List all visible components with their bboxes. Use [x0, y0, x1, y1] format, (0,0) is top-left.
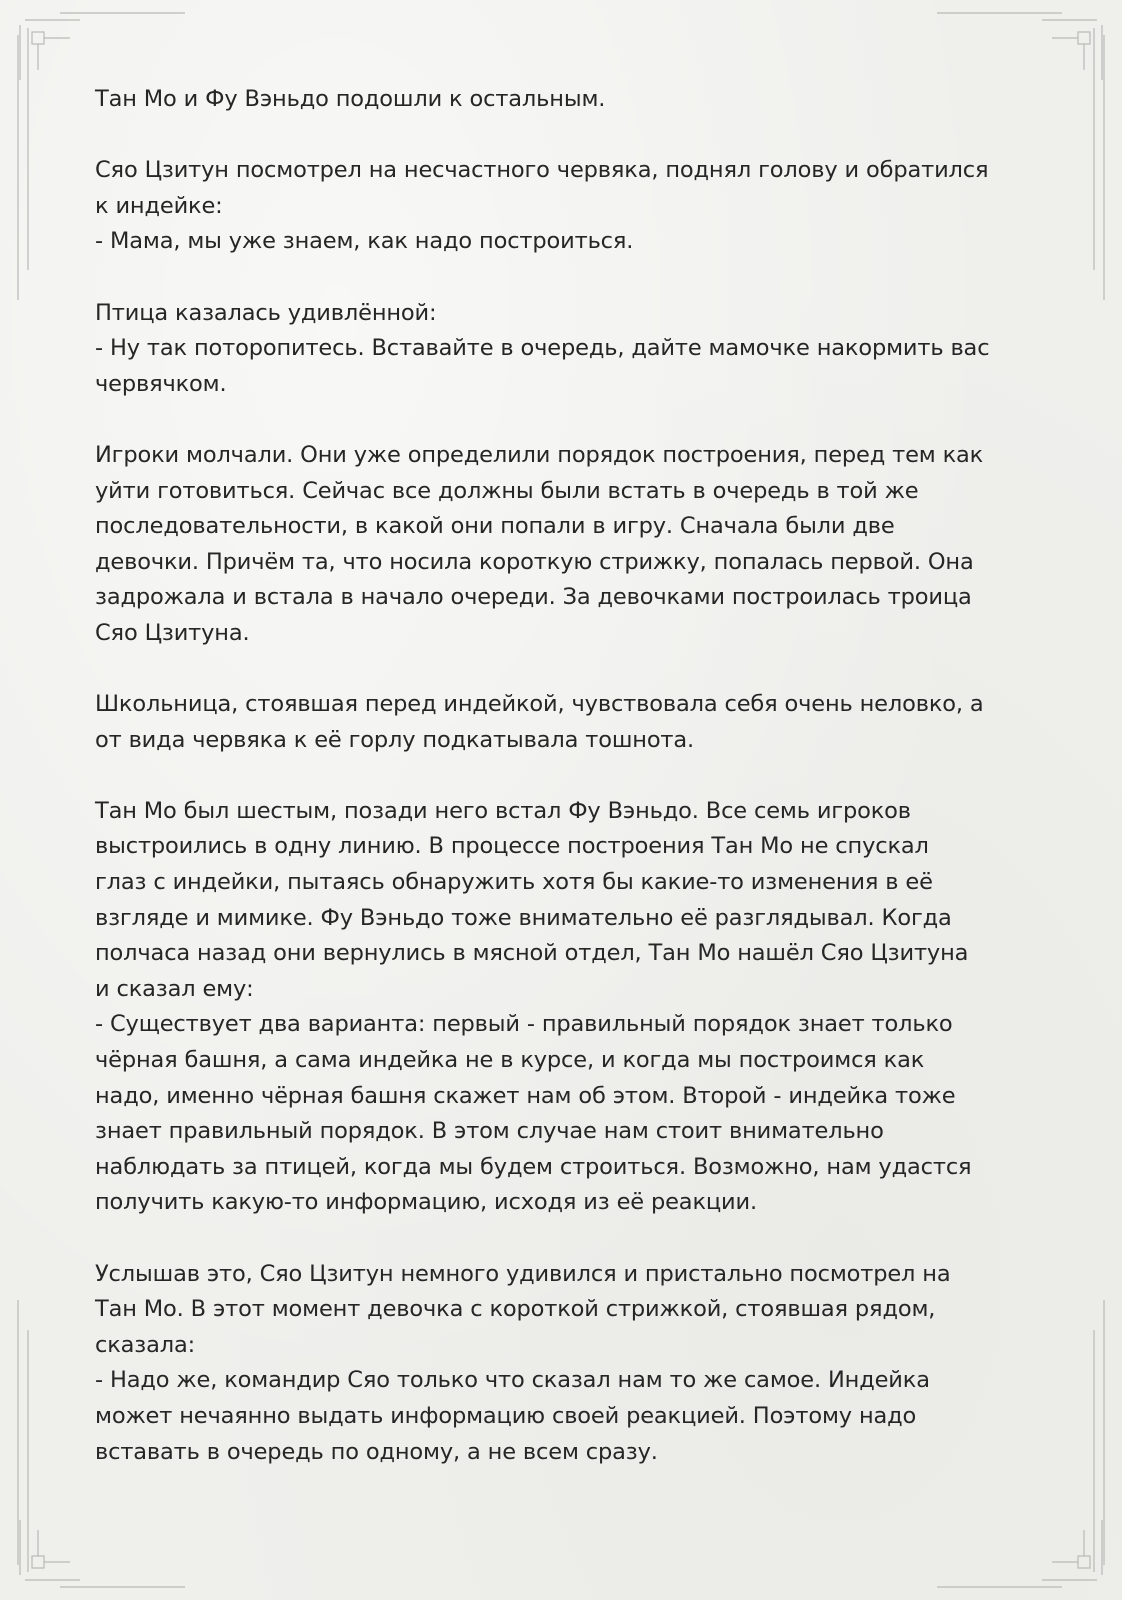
- paragraph: [95, 153, 1035, 260]
- text-line: надо, именно чёрная башня скажет нам об этом. Второй - индейка тоже: [95, 1082, 956, 1109]
- text-line: Услышав это, Сяо Цзитун немного удивился и пристально посмотрел на: [95, 1260, 951, 1287]
- text-line: Сяо Цзитун посмотрел на несчастного червяка, поднял голову и обратился: [95, 157, 989, 184]
- text-line: к индейке:: [95, 192, 223, 219]
- text-line: Игроки молчали. Они уже определили порядок построения, перед тем как: [95, 441, 984, 468]
- text-line: и сказал ему:: [95, 975, 254, 1002]
- text-line: получить какую-то информацию, исходя из её реакции.: [95, 1189, 757, 1216]
- text-line: может нечаянно выдать информацию своей реакцией. Поэтому надо: [95, 1402, 917, 1429]
- text-line: девочки. Причём та, что носила короткую стрижку, попалась первой. Она: [95, 548, 974, 575]
- paragraph: [95, 1257, 1035, 1471]
- paragraph: [95, 687, 1035, 758]
- text-line: червячком.: [95, 370, 227, 397]
- text-line: Сяо Цзитуна.: [95, 619, 250, 646]
- text-line: - Надо же, командир Сяо только что сказал нам то же самое. Индейка: [95, 1367, 930, 1394]
- text-line: выстроились в одну линию. В процессе построения Тан Мо не спускал: [95, 833, 929, 860]
- text-line: взгляде и мимике. Фу Вэньдо тоже внимательно её разглядывал. Когда: [95, 904, 952, 931]
- text-line: - Ну так поторопитесь. Вставайте в очередь, дайте мамочке накормить вас: [95, 335, 990, 362]
- text-line: сказала:: [95, 1331, 196, 1358]
- text-line: задрожала и встала в начало очереди. За девочками построилась троица: [95, 584, 972, 611]
- text-line: Тан Мо и Фу Вэньдо подошли к остальным.: [95, 86, 606, 112]
- text-line: последовательности, в какой они попали в игру. Сначала были две: [95, 513, 895, 540]
- text-line: уйти готовиться. Сейчас все должны были встать в очередь в той же: [95, 477, 919, 504]
- text-line: - Мама, мы уже знаем, как надо построиться.: [95, 228, 634, 255]
- story-text: [95, 82, 1035, 1506]
- paragraph: [95, 296, 1035, 403]
- paragraph: [95, 82, 1035, 118]
- text-line: Тан Мо был шестым, позади него встал Фу Вэньдо. Все семь игроков: [95, 797, 911, 824]
- text-line: вставать в очередь по одному, а не всем сразу.: [95, 1438, 658, 1465]
- text-line: наблюдать за птицей, когда мы будем строиться. Возможно, нам удастся: [95, 1153, 972, 1180]
- text-line: знает правильный порядок. В этом случае нам стоит внимательно: [95, 1118, 884, 1145]
- text-line: полчаса назад они вернулись в мясной отдел, Тан Мо нашёл Сяо Цзитуна: [95, 940, 969, 967]
- text-line: чёрная башня, а сама индейка не в курсе, и когда мы построимся как: [95, 1047, 925, 1074]
- text-line: - Существует два варианта: первый - правильный порядок знает только: [95, 1011, 953, 1038]
- text-line: Птица казалась удивлённой:: [95, 299, 437, 326]
- paragraph: [95, 794, 1035, 1221]
- paragraph: [95, 438, 1035, 652]
- text-line: Тан Мо. В этот момент девочка с короткой стрижкой, стоявшая рядом,: [95, 1296, 936, 1323]
- text-line: от вида червяка к её горлу подкатывала тошнота.: [95, 726, 695, 753]
- text-line: Школьница, стоявшая перед индейкой, чувствовала себя очень неловко, а: [95, 691, 984, 718]
- text-line: глаз с индейки, пытаясь обнаружить хотя бы какие-то изменения в её: [95, 869, 933, 896]
